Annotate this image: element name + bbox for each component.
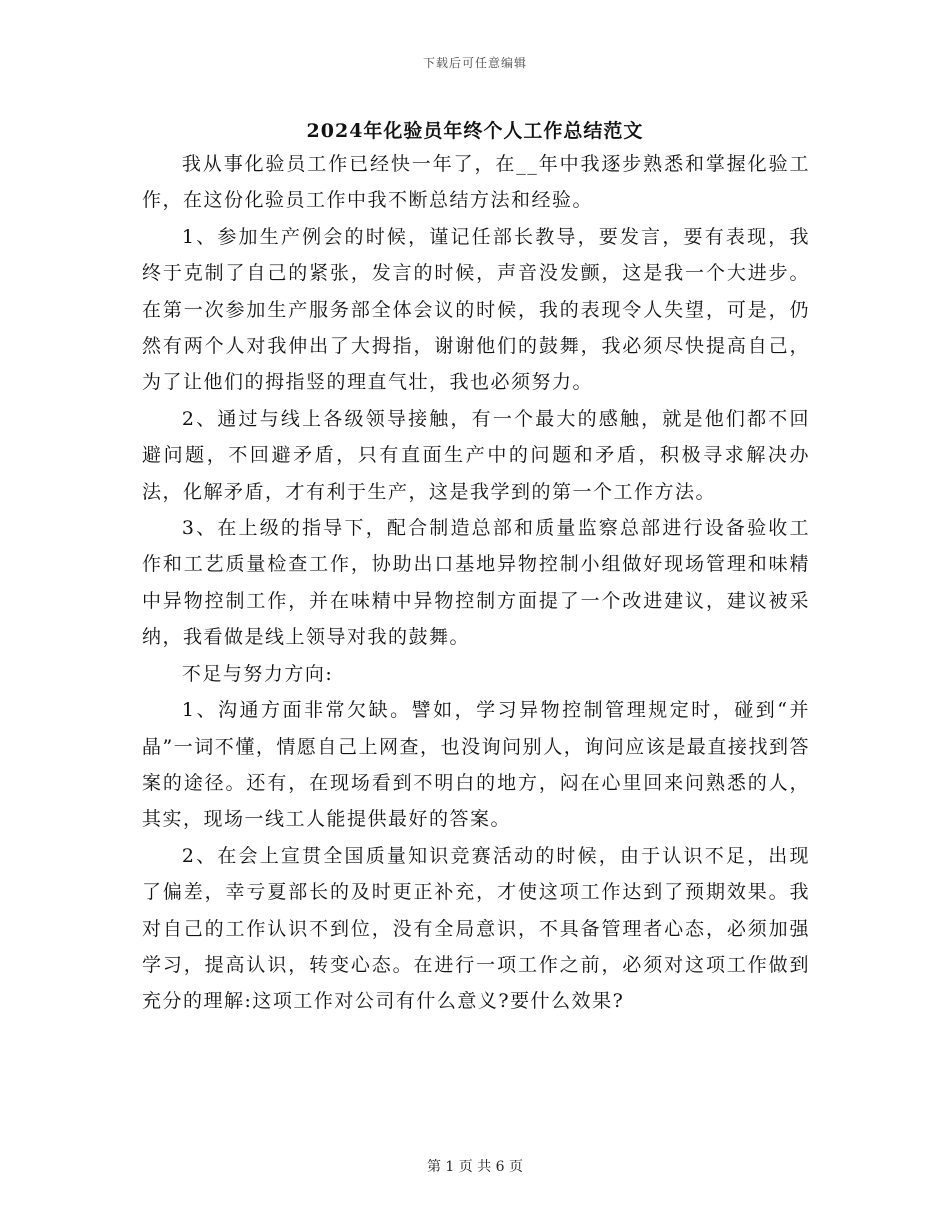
paragraph-shortcoming-1: 1、沟通方面非常欠缺。譬如，学习异物控制管理规定时，碰到“并晶”一词不懂，情愿自己上网查，也没询问别人，询问应该是最直接找到答案的途径。还有，在现场看到不明白的地方，闷在心里回来问熟悉的人，其实，现场一线工人能提供最好的答案。 (142, 699, 810, 831)
page-number: 第 1 页 共 6 页 (426, 1159, 524, 1175)
paragraph-intro: 我从事化验员工作已经快一年了，在__年中我逐步熟悉和掌握化验工作，在这份化验员工作中我不断总结方法和经验。 (142, 153, 810, 212)
header-note: 下载后可任意编辑 (422, 56, 527, 70)
paragraph-item-2: 2、通过与线上各级领导接触，有一个最大的感触，就是他们都不回避问题，不回避矛盾，只有直面生产中的问题和矛盾，积极寻求解决办法，化解矛盾，才有利于生产，这是我学到的第一个工作方法。 (142, 407, 810, 503)
document-title: 2024年化验员年终个人工作总结范文 (306, 120, 644, 142)
paragraph-item-1: 1、参加生产例会的时候，谨记任部长教导，要发言，要有表现，我终于克制了自己的紧张，发言的时候，声音没发颤，这是我一个大进步。在第一次参加生产服务部全体会议的时候，我的表现令人失望，可是，仍然有两个人对我伸出了大拇指，谢谢他们的鼓舞，我必须尽快提高自己，为了让他们的拇指竖的理直气壮，我也必须努力。 (142, 225, 810, 394)
section-heading-shortcomings: 不足与努力方向: (181, 662, 334, 685)
paragraph-shortcoming-2: 2、在会上宣贯全国质量知识竞赛活动的时候，由于认识不足，出现了偏差，幸亏夏部长的及时更正补充，才使这项工作达到了预期效果。我对自己的工作认识不到位，没有全局意识，不具备管理者心态，必须加强学习，提高认识，转变心态。在进行一项工作之前，必须对这项工作做到充分的理解:这项工作对公司有什么意义?要什么效果? (142, 844, 810, 1013)
paragraph-item-3: 3、在上级的指导下，配合制造总部和质量监察总部进行设备验收工作和工艺质量检查工作，协助出口基地异物控制小组做好现场管理和味精中异物控制工作，并在味精中异物控制方面提了一个改进建议，建议被采纳，我看做是线上领导对我的鼓舞。 (142, 517, 810, 649)
document-body (142, 146, 810, 1020)
